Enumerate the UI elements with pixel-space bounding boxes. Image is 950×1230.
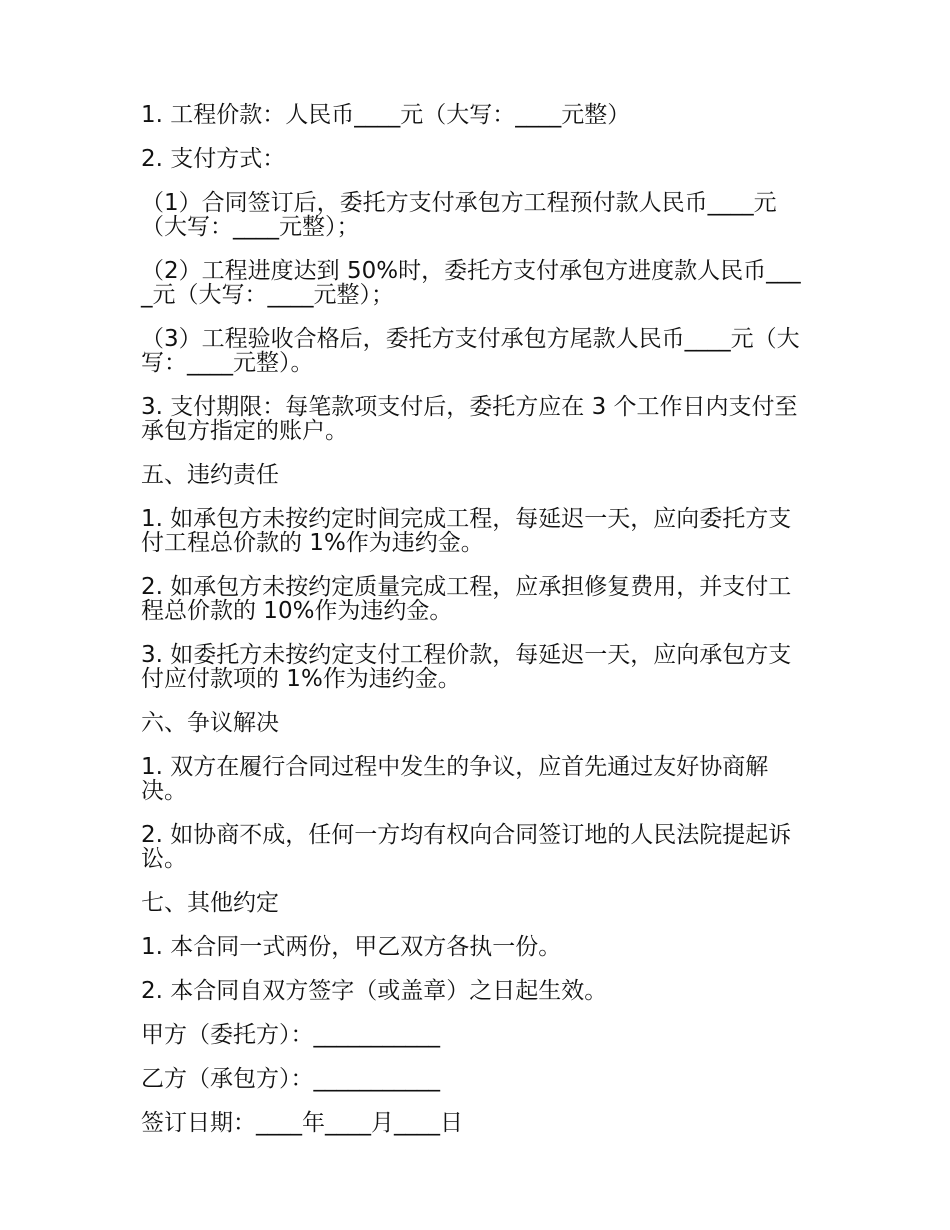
payment-method-item-2: （2）工程进度达到 50%时，委托方支付承包方进度款人民币____元（大写：____元整）； [141,258,801,308]
document-body [141,103,811,1135]
party-a-signature-line: 甲方（委托方）：___________ [141,1022,440,1048]
payment-deadline-clause: 3. 支付期限：每笔款项支付后，委托方应在 3 个工作日内支付至承包方指定的账户。 [141,394,798,444]
section-heading-other: 七、其他约定 [141,890,279,916]
other-clause-1: 1. 本合同一式两份，甲乙双方各执一份。 [141,934,562,960]
section-heading-dispute: 六、争议解决 [141,710,279,736]
dispute-clause-1: 1. 双方在履行合同过程中发生的争议，应首先通过友好协商解决。 [141,754,769,804]
signing-date-line: 签订日期：____年____月____日 [141,1110,463,1136]
payment-method-heading: 2. 支付方式： [141,146,286,172]
breach-clause-3: 3. 如委托方未按约定支付工程价款，每延迟一天，应向承包方支付应付款项的 1%作为违约金。 [141,642,792,692]
breach-clause-2: 2. 如承包方未按约定质量完成工程，应承担修复费用，并支付工程总价款的 10%作为违约金。 [141,574,792,624]
party-b-signature-line: 乙方（承包方）：___________ [141,1066,440,1092]
payment-amount-clause: 1. 工程价款：人民币____元（大写：____元整） [141,102,631,128]
payment-method-item-1: （1）合同签订后，委托方支付承包方工程预付款人民币____元（大写：____元整）； [141,190,777,240]
payment-method-item-3: （3）工程验收合格后，委托方支付承包方尾款人民币____元（大写：____元整）。 [141,326,800,376]
section-heading-breach: 五、违约责任 [141,462,279,488]
breach-clause-1: 1. 如承包方未按约定时间完成工程，每延迟一天，应向委托方支付工程总价款的 1%作为违约金。 [141,506,792,556]
dispute-clause-2: 2. 如协商不成，任何一方均有权向合同签订地的人民法院提起诉讼。 [141,822,792,872]
other-clause-2: 2. 本合同自双方签字（或盖章）之日起生效。 [141,978,608,1004]
